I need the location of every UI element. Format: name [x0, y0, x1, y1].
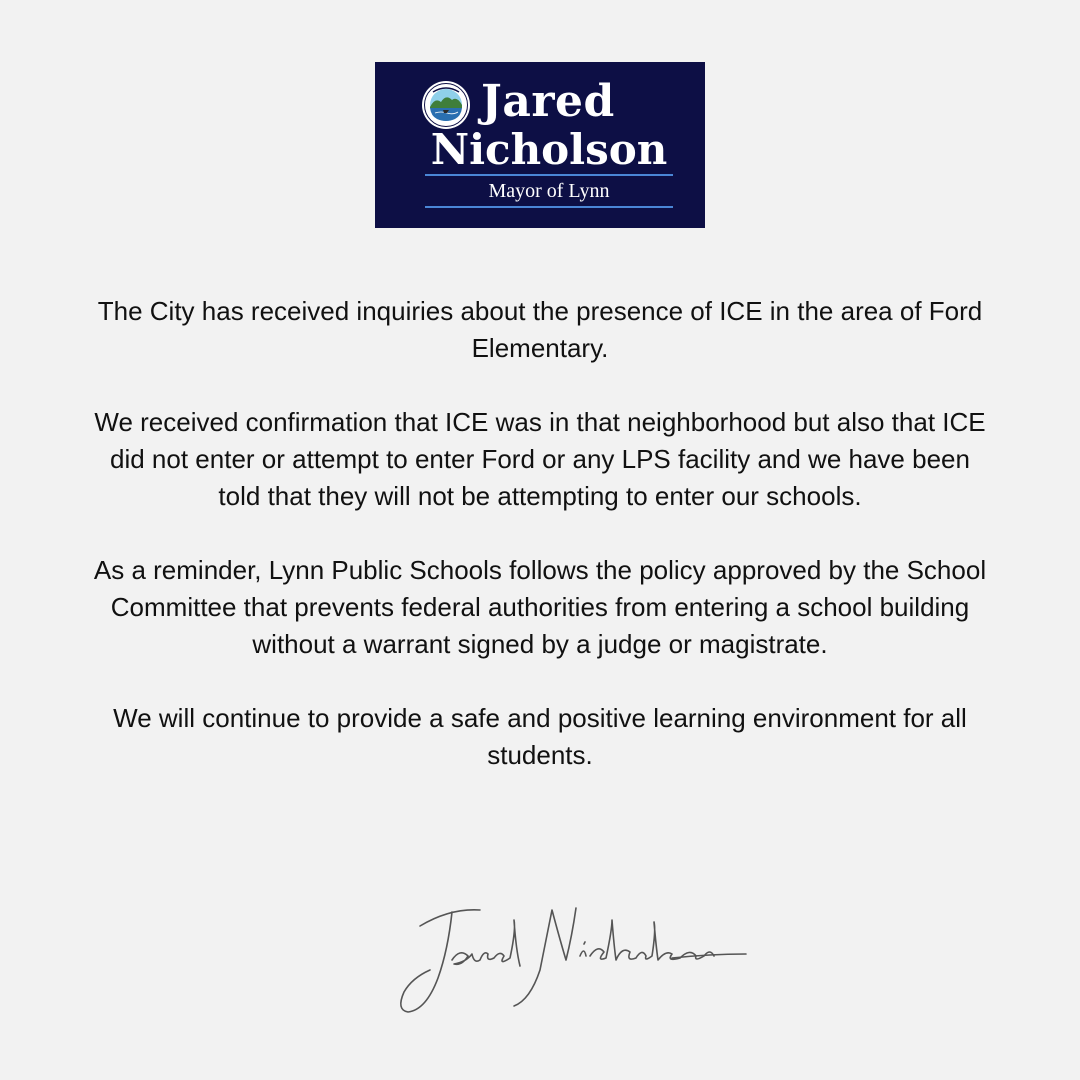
logo-divider-bottom: [425, 206, 673, 208]
signature-icon: [390, 900, 750, 1030]
city-seal-icon: [421, 80, 471, 130]
statement-body: [90, 293, 990, 774]
logo-last-name: Nicholson: [430, 125, 668, 174]
statement-paragraph: The City has received inquiries about the presence of ICE in the area of Ford Elementary.: [97, 296, 983, 363]
statement-paragraph: As a reminder, Lynn Public Schools follows the policy approved by the School Committee that prevents federal authorities from entering a school building without a warrant signed by a judge or magistrate.: [93, 555, 987, 659]
logo-first-name: Jared: [481, 76, 615, 127]
statement-paragraph: We will continue to provide a safe and positive learning environment for all students.: [113, 703, 967, 770]
mayor-logo: [375, 62, 705, 228]
logo-divider-top: [425, 174, 673, 176]
statement-paragraph: We received confirmation that ICE was in that neighborhood but also that ICE did not enter or attempt to enter Ford or any LPS facility and we have been told that they will not be attempting to enter our schools.: [94, 407, 986, 511]
logo-subtitle: Mayor of Lynn: [488, 180, 610, 202]
